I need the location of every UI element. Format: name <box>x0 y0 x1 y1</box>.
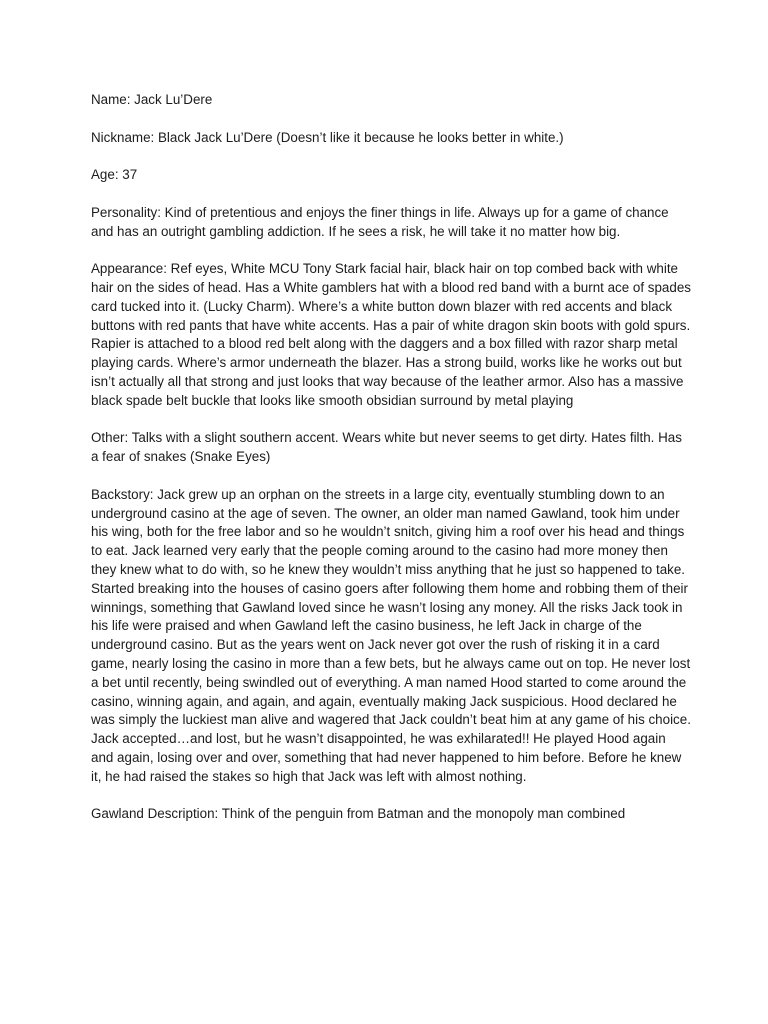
gawland-description-paragraph: Gawland Description: Think of the penguin from Batman and the monopoly man combined <box>91 806 626 822</box>
name-paragraph: Name: Jack Lu’Dere <box>91 92 213 107</box>
other-paragraph: Other: Talks with a slight southern accent. Wears white but never seems to get dirty. Hates filth. Has a fear of snakes (Snake Eyes) <box>91 430 682 465</box>
nickname-paragraph: Nickname: Black Jack Lu’Dere (Doesn’t like it because he looks better in white.) <box>91 129 564 145</box>
appearance-paragraph: Appearance: Ref eyes, White MCU Tony Stark facial hair, black hair on top combed back with white hair on the sides of head. Has a White gamblers hat with a blood red band with a burnt ace of spades card tucked into it. (Lucky Charm). Where’s a white button down blazer with red accents and black buttons with red pants that have white accents. Has a pair of white dragon skin boots with gold spurs. Rapier is attached to a blood red belt along with the daggers and a box filled with razor sharp metal playing cards. Where’s armor underneath the blazer. Has a strong build, works like he works out but isn’t actually all that strong and just looks that way because of the leather armor. Also has a massive black spade belt buckle that looks like smooth obsidian surround by metal playing <box>91 261 691 408</box>
backstory-paragraph: Backstory: Jack grew up an orphan on the streets in a large city, eventually stumbling down to an underground casino at the age of seven. The owner, an older man named Gawland, took him under his wing, both for the free labor and so he wouldn’t snitch, giving him a roof over his head and things to eat. Jack learned very early that the people coming around to the casino had more money then they knew what to do with, so he knew they wouldn’t miss anything that he just so happened to take. Started breaking into the houses of casino goers after following them home and robbing them of their winnings, something that Gawland loved since he wasn’t losing any money. All the risks Jack took in his life were praised and when Gawland left the casino business, he left Jack in charge of the underground casino. But as the years went on Jack never got over the rush of risking it in a card game, nearly losing the casino in more than a few bets, but he always came out on top. He never lost a bet until recently, being swindled out of everything. A man named Hood started to come around the casino, winning again, and again, and again, eventually making Jack suspicious. Hood declared he was simply the luckiest man alive and wagered that Jack couldn’t beat him at any game of his choice. Jack accepted…and lost, but he wasn’t disappointed, he was exhilarated!! He played Hood again and again, losing over and over, something that had never happened to him before. Before he knew it, he had raised the stakes so high that Jack was left with almost nothing. <box>91 486 691 784</box>
document-page <box>91 91 691 843</box>
personality-paragraph: Personality: Kind of pretentious and enjoys the finer things in life. Always up for a game of chance and has an outright gambling addiction. If he sees a risk, he will take it no matter how big. <box>91 204 669 239</box>
age-paragraph: Age: 37 <box>91 167 138 183</box>
